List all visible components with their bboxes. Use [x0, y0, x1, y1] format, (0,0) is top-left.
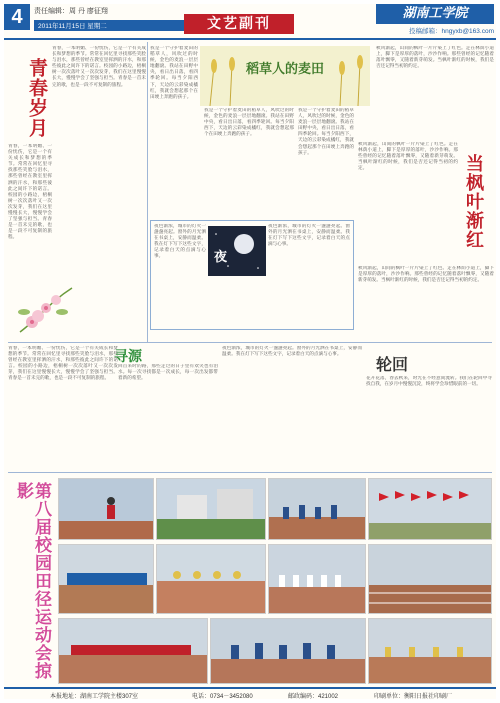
- night-body-right: 夜色渐浓，城市的灯火一盏盏亮起。窗外的月光洒在书桌上，安静而温柔。我在灯下写下这些文字，记录着白天的点滴与心事。: [268, 224, 350, 248]
- sports-photo-7: [268, 544, 366, 614]
- crowd-icon: [59, 545, 154, 614]
- search-body: 回首来时的路，那些走过的日子里有欢笑也有泪水。每一次寻找都是一次成长，每一次出发都带着新的希望。: [118, 364, 218, 382]
- header-rule: [4, 38, 496, 40]
- sports-photo-5: [58, 544, 154, 614]
- submission-email: 投稿邮箱：hngyxb@163.com: [409, 28, 494, 35]
- sports-photo-9: [58, 618, 208, 684]
- athletes-group-icon: [211, 619, 366, 684]
- section-banner: 文艺副刊: [184, 14, 294, 34]
- flower-icon: [10, 282, 80, 340]
- wheat-body-3: 我是一个守护着麦田的稻草人，风吹过的时候，金色的麦浪一层层地翻滚。我站在田野中央，看日出日落，看四季轮回。每当夕阳西下，天边的云彩染成橘红，我就会想起那个在田埂上奔跑的孩子。: [298, 108, 354, 156]
- wheat-body-2: 我是一个守护着麦田的稻草人，风吹过的时候，金色的麦浪一层层地翻滚。我站在田野中央，看日出日落，看四季轮回。每当夕阳西下，天边的云彩染成橘红，我就会想起那个在田埂上奔跑的孩子。: [204, 108, 294, 138]
- runners-icon: [269, 479, 366, 540]
- page-number: 4: [4, 4, 30, 30]
- editors-line: 责任编辑：周 丹 廖征翔: [34, 8, 108, 15]
- night-body-left: 夜色渐浓，城市的灯火一盏盏亮起。窗外的月光洒在书桌上，安静而温柔。我在灯下写下这些文字，记录着白天的点滴与心事。: [154, 224, 206, 260]
- wheat-body: 我是一个守护着麦田的稻草人，风吹过的时候，金色的麦浪一层层地翻滚。我站在田野中央，看日出日落，看四季轮回。每当夕阳西下，天边的云彩染成橘红，我就会想起那个在田埂上奔跑的孩子。: [150, 46, 198, 100]
- field-icon: [59, 619, 208, 684]
- sports-photo-2: [156, 478, 266, 540]
- athlete-icon: [59, 479, 154, 540]
- footer-postcode: 邮政编码：421002: [288, 694, 339, 699]
- maple-body: 秋风渐起，山间的枫叶一片片染上了红色。走在林荫小道上，脚下是厚厚的落叶，沙沙作响。那些曾经的记忆随着落叶飘零，又随着新芽萌发。当枫叶渐红的时候，我们是否还记得当初的约定。: [358, 142, 458, 172]
- search-title: 寻源: [114, 349, 142, 365]
- newspaper-page: [4, 4, 496, 699]
- wheat-title: 稻草人的麦田: [245, 62, 324, 77]
- sports-photo-11: [368, 618, 492, 684]
- sports-photo-8: [368, 544, 492, 614]
- sports-photo-6: [156, 544, 266, 614]
- column-rule: [147, 42, 148, 342]
- night-title: 夜: [214, 250, 228, 265]
- mid-rule: [8, 342, 492, 343]
- sports-photo-3: [268, 478, 366, 540]
- ceremony-icon: [157, 545, 266, 614]
- footer-phone: 电话：0734－3452080: [192, 694, 253, 699]
- cycle-body: 花开花落，春去秋来，时光在不经意间流转。我们在轮回中寻找自我，在岁月中慢慢沉淀，终将学会珍惜眼前的一切。: [366, 376, 492, 388]
- page-footer: [4, 687, 496, 699]
- date-line: 2011年11月15日 星期二: [34, 20, 194, 31]
- flags-icon: [369, 479, 492, 540]
- cycle-title: 轮回: [376, 355, 409, 374]
- sports-photo-4: [368, 478, 492, 540]
- middle-lower-body: 夜色渐浓，城市的灯火一盏盏亮起。窗外的月光洒在书桌上，安静而温柔。我在灯下写下这些文字，记录着白天的点滴与心事。: [222, 346, 362, 358]
- right-top-body: 秋风渐起，山间的枫叶一片片染上了红色。走在林荫小道上，脚下是厚厚的落叶，沙沙作响。那些曾经的记忆随着落叶飘零，又随着新芽萌发。当枫叶渐红的时候，我们是否还记得当初的约定。: [376, 46, 494, 70]
- youth-title: 青春岁月: [26, 58, 48, 138]
- youth-body: 青春，一本明媚、一份忧伤，它是一个有关成长和梦想的季节。常常在回忆里寻找那些笑脸与泪水，那些曾经在教室里挥洒的汗水，和那些彼此之间许下的诺言。校园的小路边，梧桐树一次次落叶又一次次发芽，我们在这里慢慢长大，慢慢学会了坚强与担当。青春是一首未完的歌，也是一段不可复制的旅程。: [52, 46, 146, 88]
- sports-title: 第八届校园田径运动会掠影: [13, 482, 51, 680]
- sports-photo-1: [58, 478, 154, 540]
- track-icon: [369, 545, 492, 614]
- paper-name: 湖南工学院: [376, 4, 494, 24]
- maple-title: 当枫叶渐红: [463, 154, 484, 249]
- footer-address: 本报地址：湖南工学院主楼307室: [50, 694, 139, 699]
- flower-illustration: [10, 282, 80, 340]
- stadium-icon: [157, 479, 266, 540]
- maple-body-2: 秋风渐起，山间的枫叶一片片染上了红色。走在林荫小道上，脚下是厚厚的落叶，沙沙作响。那些曾经的记忆随着落叶飘零，又随着新芽萌发。当枫叶渐红的时候，我们是否还记得当初的约定。: [358, 266, 494, 284]
- parade-icon: [269, 545, 366, 614]
- sports-rule: [8, 472, 492, 473]
- lower-left-body: 青春，一本明媚、一份忧伤，它是一个有关成长和梦想的季节。常常在回忆里寻找那些笑脸与泪水，那些曾经在教室里挥洒的汗水，和那些彼此之间许下的诺言。校园的小路边，梧桐树一次次落叶又一次次发芽，我们在这里慢慢长大，慢慢学会了坚强与担当。青春是一首未完的歌，也是一段不可复制的旅程。: [8, 346, 118, 382]
- youth-body-lower: 青春，一本明媚、一份忧伤，它是一个有关成长和梦想的季节。常常在回忆里寻找那些笑脸与泪水，那些曾经在教室里挥洒的汗水，和那些彼此之间许下的诺言。校园的小路边，梧桐树一次次落叶又一次次发芽，我们在这里慢慢长大，慢慢学会了坚强与担当。青春是一首未完的歌，也是一段不可复制的旅程。: [8, 144, 52, 241]
- relay-icon: [369, 619, 492, 684]
- page-header: [4, 4, 496, 46]
- sports-photo-10: [210, 618, 366, 684]
- footer-printer: 印刷单位：衡阳日报社印刷厂: [374, 694, 453, 699]
